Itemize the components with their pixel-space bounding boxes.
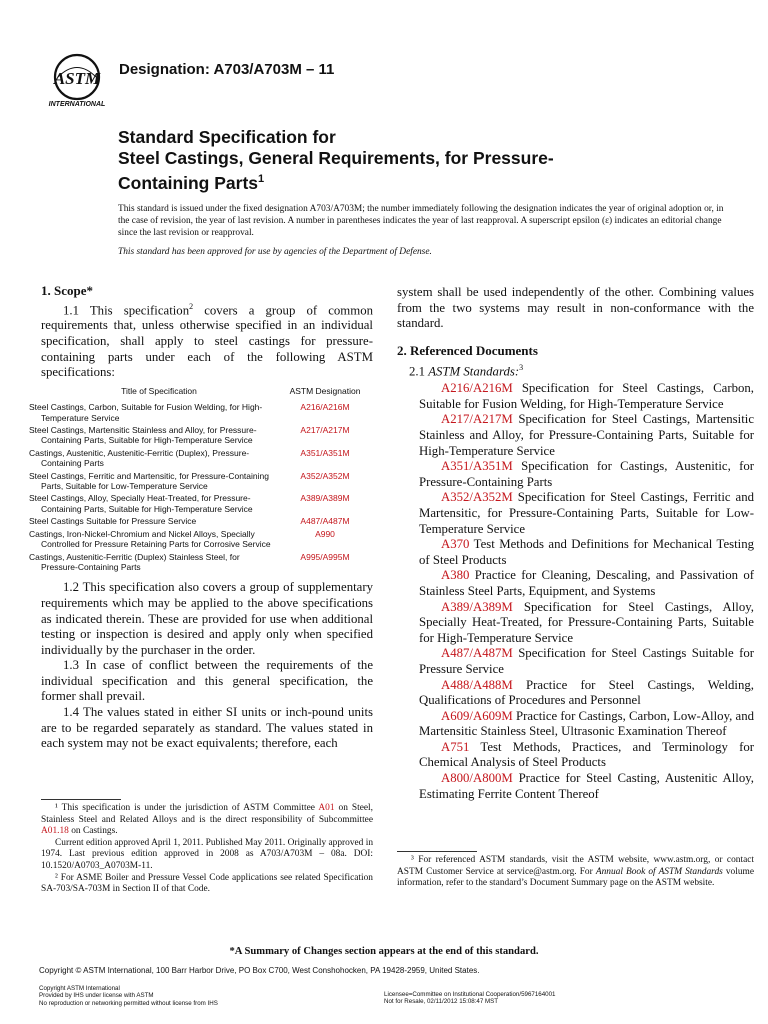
footnote-1-edition: Current edition approved April 1, 2011. Published May 2011. Originally approved in 1974. Last previous edition approved in 2008 as A703/A703M – 08a. DOI: 10.1520/A0703_A0703M-11. (41, 837, 374, 871)
spec-designation-link[interactable]: A351/A351M (300, 447, 350, 458)
spec-title: Steel Castings, Martensitic Stainless and Alloy, for Pressure-Containing Parts, Suitable for High-Temperature Service (29, 425, 257, 446)
reference-code-link[interactable]: A389/A389M (441, 599, 513, 614)
reference-item (397, 490, 754, 537)
reference-code-link[interactable]: A800/A800M (441, 771, 513, 786)
spec-title: Castings, Iron-Nickel-Chromium and Nickel Alloys, Specially Controlled for Pressure Retaining Parts for Corrosive Service (29, 528, 271, 550)
footnote-3: ³ For referenced ASTM standards, visit the ASTM website, www.astm.org, or contact ASTM Customer Service at service@astm.org. For Annual Book of ASTM Standards volume information, refer to the standard’s Document Summary page on the ASTM website. (397, 855, 754, 889)
reference-item (397, 537, 754, 568)
reference-title: Practice for Steel Castings, Welding, Qualifications of Procedures and Personnel (419, 677, 754, 708)
col-designation: ASTM Designation (289, 385, 361, 396)
spec-designation-link[interactable]: A352/A352M (300, 470, 350, 481)
summary-note: *A Summary of Changes section appears at the end of this standard. (229, 946, 539, 957)
reference-code-link[interactable]: A380 (441, 568, 470, 583)
spec-table-row (41, 516, 373, 528)
spec-designation-link[interactable]: A995/A995M (300, 551, 350, 562)
right-column (397, 285, 754, 802)
spec-table-row (41, 493, 373, 516)
document-title: Standard Specification for Steel Castings, General Requirements, for Pressure- Containing Parts$^1$ (118, 127, 554, 193)
license-left: Copyright ASTM International Provided by IHS under license with ASTM No reproduction or networking permitted without license from IHS (39, 985, 218, 1007)
spec-title: Steel Castings, Carbon, Suitable for Fusion Welding, for High-Temperature Service (29, 402, 263, 423)
reference-item (397, 740, 754, 771)
astm-standards-heading: 2.1 ASTM Standards:$^3$ (409, 363, 524, 379)
copyright-line: Copyright © ASTM International, 100 Barr Harbor Drive, PO Box C700, West Conshohocken, PA 19428-2959, United States. (39, 966, 480, 975)
para-1-4-cont: system shall be used independently of the other. Combining values from the two systems may result in non-conformance with the standard. (397, 285, 754, 331)
issuance-note: This standard is issued under the fixed designation A703/A703M; the number immediately following the designation indicates the year of original adoption or, in the case of revision, the year of last revision. A number in parentheses indicates the year of last reapproval. A superscript epsilon (ε) indicates an editorial change since the last revision or reapproval. (118, 204, 724, 238)
para-1-4: 1.4 The values stated in either SI units or inch-pound units are to be regarded separately as standard. The values stated in each system may not be exact equivalents; therefore, each (41, 705, 373, 751)
reference-item (397, 678, 754, 709)
footnote-rule (41, 799, 121, 800)
reference-title: Specification for Steel Castings, Carbon, Suitable for Fusion Welding, for High-Temperature Service (419, 381, 754, 411)
reference-title: Specification for Castings, Austenitic, for Pressure-Containing Parts (419, 459, 755, 489)
reference-item (397, 771, 754, 802)
reference-title: Specification for Steel Castings, Martensitic Stainless and Alloy, for Pressure-Containing Parts, Suitable for High-Temperature Service (419, 412, 755, 458)
spec-designation-link[interactable]: A487/A487M (300, 516, 350, 527)
footnotes-left (41, 799, 373, 896)
footnote-1: ¹ This specification is under the jurisdiction of ASTM Committee A01 on Steel, Stainless Steel and Related Alloys and is the direct responsibility of Subcommittee A01.18 on Castings. (41, 803, 373, 837)
spec-table (29, 385, 373, 575)
reference-code-link[interactable]: A609/A609M (441, 708, 513, 723)
svg-text:ASTM: ASTM (53, 69, 101, 88)
spec-table-row (41, 448, 373, 471)
col-title: Title of Specification (121, 385, 197, 396)
para-1-3: 1.3 In case of conflict between the requirements of the individual specification and this general specification, the former shall prevail. (41, 658, 373, 704)
reference-item (397, 381, 754, 412)
reference-code-link[interactable]: A370 (441, 537, 470, 552)
reference-code-link[interactable]: A216/A216M (441, 381, 513, 396)
spec-designation-link[interactable]: A389/A389M (300, 493, 350, 504)
spec-table-row (41, 471, 373, 494)
spec-title: Castings, Austenitic-Ferritic (Duplex) Stainless Steel, for Pressure-Containing Parts (29, 551, 240, 572)
reference-title: Specification for Steel Castings, Alloy, Specially Heat-Treated, for Pressure-Containing Parts, Suitable for High-Temperature Service (419, 599, 754, 645)
approval-note: This standard has been approved for use by agencies of the Department of Defense. (118, 247, 432, 257)
left-column (29, 283, 374, 752)
spec-title: Steel Castings Suitable for Pressure Service (29, 516, 197, 527)
designation: Designation: A703/A703M – 11 (119, 61, 335, 78)
reference-title: Specification for Steel Castings, Ferritic and Martensitic, for Pressure-Containing Parts, Suitable for Low-Temperature Service (419, 490, 755, 536)
reference-title: Test Methods, Practices, and Terminology for Chemical Analysis of Steel Products (419, 739, 754, 770)
reference-code-link[interactable]: A751 (441, 739, 470, 754)
spec-table-row (41, 552, 373, 575)
astm-logo (44, 52, 110, 108)
footnotes-right (397, 851, 754, 890)
spec-title: Steel Castings, Alloy, Specially Heat-Treated, for Pressure-Containing Parts, Suitable for High-Temperature Service (29, 493, 253, 514)
reference-code-link[interactable]: A487/A487M (441, 646, 513, 661)
spec-title: Steel Castings, Ferritic and Martensitic, for Pressure-Containing Parts, Suitable for Low-Temperature Service (29, 470, 269, 492)
spec-designation-link[interactable]: A990 (315, 528, 335, 539)
reference-title: Practice for Cleaning, Descaling, and Passivation of Stainless Steel Parts, Equipment, and Systems (419, 568, 755, 598)
footnote-2: ² For ASME Boiler and Pressure Vessel Code applications see related Specification SA-703/SA-703M in Section II of that Code. (41, 872, 373, 895)
spec-table-row (41, 425, 373, 448)
reference-code-link[interactable]: A352/A352M (441, 490, 513, 505)
reference-title: Test Methods and Definitions for Mechanical Testing of Steel Products (419, 537, 755, 567)
spec-table-row (41, 529, 373, 552)
reference-title: Specification for Steel Castings Suitable for Pressure Service (419, 646, 754, 676)
reference-list (397, 381, 754, 802)
para-1-1: 1.1 This specification$^2$ covers a group of common requirements that, unless otherwise specified in an individual specification, shall apply to steel castings for pressure-containing parts under each of the following ASTM specifications: (41, 301, 374, 380)
spec-table-row (41, 402, 373, 425)
reference-title: Practice for Castings, Carbon, Low-Alloy, and Martensitic Stainless Steel, Ultrasonic Examination Thereof (419, 708, 755, 739)
spec-designation-link[interactable]: A216/A216M (300, 402, 350, 413)
svg-text:INTERNATIONAL: INTERNATIONAL (48, 101, 106, 108)
reference-item (397, 412, 754, 459)
reference-item (397, 646, 754, 677)
scope-heading: 1. Scope* (41, 283, 93, 298)
footnote-rule (397, 851, 477, 852)
reference-item (397, 709, 754, 740)
license-right: Licensee=Committee on Institutional Cooperation/5967164001 Not for Resale, 02/11/2012 15:08:47 MST (384, 991, 556, 1006)
reference-code-link[interactable]: A351/A351M (441, 459, 513, 474)
spec-designation-link[interactable]: A217/A217M (300, 425, 350, 436)
reference-code-link[interactable]: A488/A488M (441, 677, 513, 692)
reference-item (397, 459, 754, 490)
reference-code-link[interactable]: A217/A217M (441, 412, 513, 427)
refs-heading: 2. Referenced Documents (397, 342, 538, 358)
para-1-2: 1.2 This specification also covers a group of supplementary requirements which may be applied to the above specifications as indicated therein. These are provided for use when additional testing or inspection is desired and apply only when specified individually by the purchaser in the order. (41, 580, 373, 657)
subcommittee-link[interactable]: A01.18 (41, 826, 69, 837)
reference-item (397, 568, 754, 599)
committee-link[interactable]: A01 (318, 803, 335, 813)
spec-title: Castings, Austenitic, Austenitic-Ferritic (Duplex), Pressure-Containing Parts (29, 447, 250, 469)
reference-title: Practice for Steel Casting, Austenitic Alloy, Estimating Ferrite Content Thereof (419, 771, 754, 801)
reference-item (397, 600, 754, 647)
